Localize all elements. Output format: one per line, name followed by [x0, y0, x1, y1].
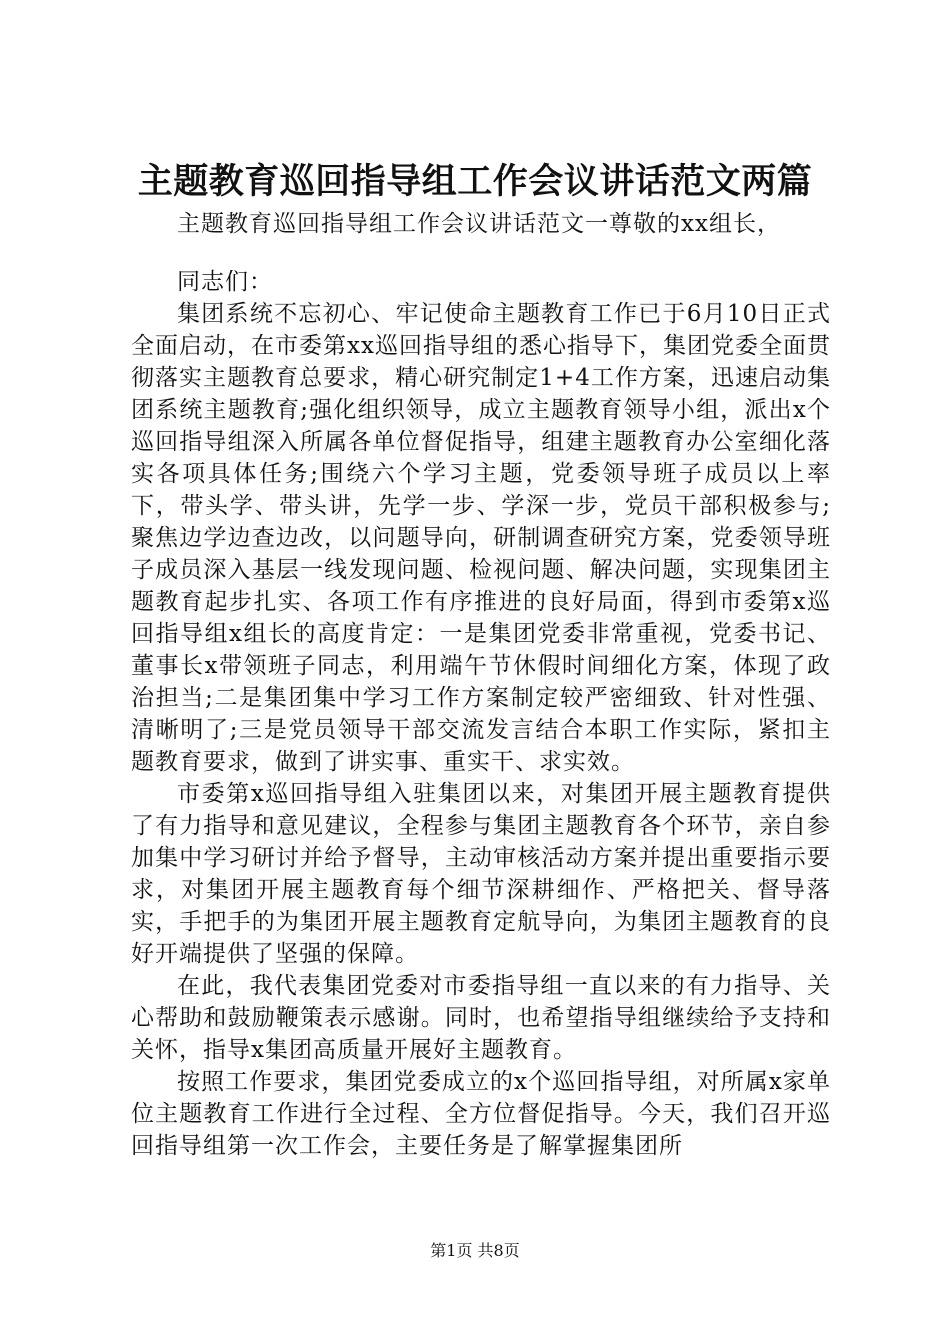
document-title: 主题教育巡回指导组工作会议讲话范文两篇 — [137, 161, 813, 202]
paragraph-body: 按照工作要求，集团党委成立的x个巡回指导组，对所属x家单位主题教育工作进行全过程、全方位督促指导。今天，我们召开巡回指导组第一次工作会，主要任务是了解掌握集团所 — [131, 1069, 831, 1159]
paragraph-body: 在此，我代表集团党委对市委指导组一直以来的有力指导、关心帮助和鼓励鞭策表示感谢。同时，也希望指导组继续给予支持和关怀，指导x集团高质量开展好主题教育。 — [131, 973, 831, 1063]
page-number-footer: 第1页 共8页 — [430, 1241, 520, 1260]
paragraph-opening: 主题教育巡回指导组工作会议讲话范文一尊敬的xx组长， — [177, 211, 781, 237]
paragraph-salutation: 同志们： — [177, 269, 273, 295]
document-body — [131, 208, 831, 1162]
paragraph-body: 集团系统不忘初心、牢记使命主题教育工作已于6月10日正式全面启动，在市委第xx巡回指导组的悉心指导下，集团党委全面贯彻落实主题教育总要求，精心研究制定1+4工作方案，迅速启动集团系统主题教育;强化组织领导，成立主题教育领导小组，派出x个巡回指导组深入所属各单位督促指导，组建主题教育办公室细化落实各项具体任务;围绕六个学习主题，党委领导班子成员以上率下，带头学、带头讲，先学一步、学深一步，党员干部积极参与;聚焦边学边查边改，以问题导向，研制调查研究方案，党委领导班子成员深入基层一线发现问题、检视问题、解决问题，实现集团主题教育起步扎实、各项工作有序推进的良好局面，得到市委第x巡回指导组x组长的高度肯定：一是集团党委非常重视，党委书记、董事长x带领班子同志，利用端午节休假时间细化方案，体现了政治担当;二是集团集中学习工作方案制定较严密细致、针对性强、清晰明了;三是党员领导干部交流发言结合本职工作实际，紧扣主题教育要求，做到了讲实事、重实干、求实效。 — [131, 301, 831, 775]
paragraph-body: 市委第x巡回指导组入驻集团以来，对集团开展主题教育提供了有力指导和意见建议，全程参与集团主题教育各个环节，亲自参加集中学习研讨并给予督导，主动审核活动方案并提出重要指示要求，对集团开展主题教育每个细节深耕细作、严格把关、督导落实，手把手的为集团开展主题教育定航导向，为集团主题教育的良好开端提供了坚强的保障。 — [131, 781, 831, 967]
